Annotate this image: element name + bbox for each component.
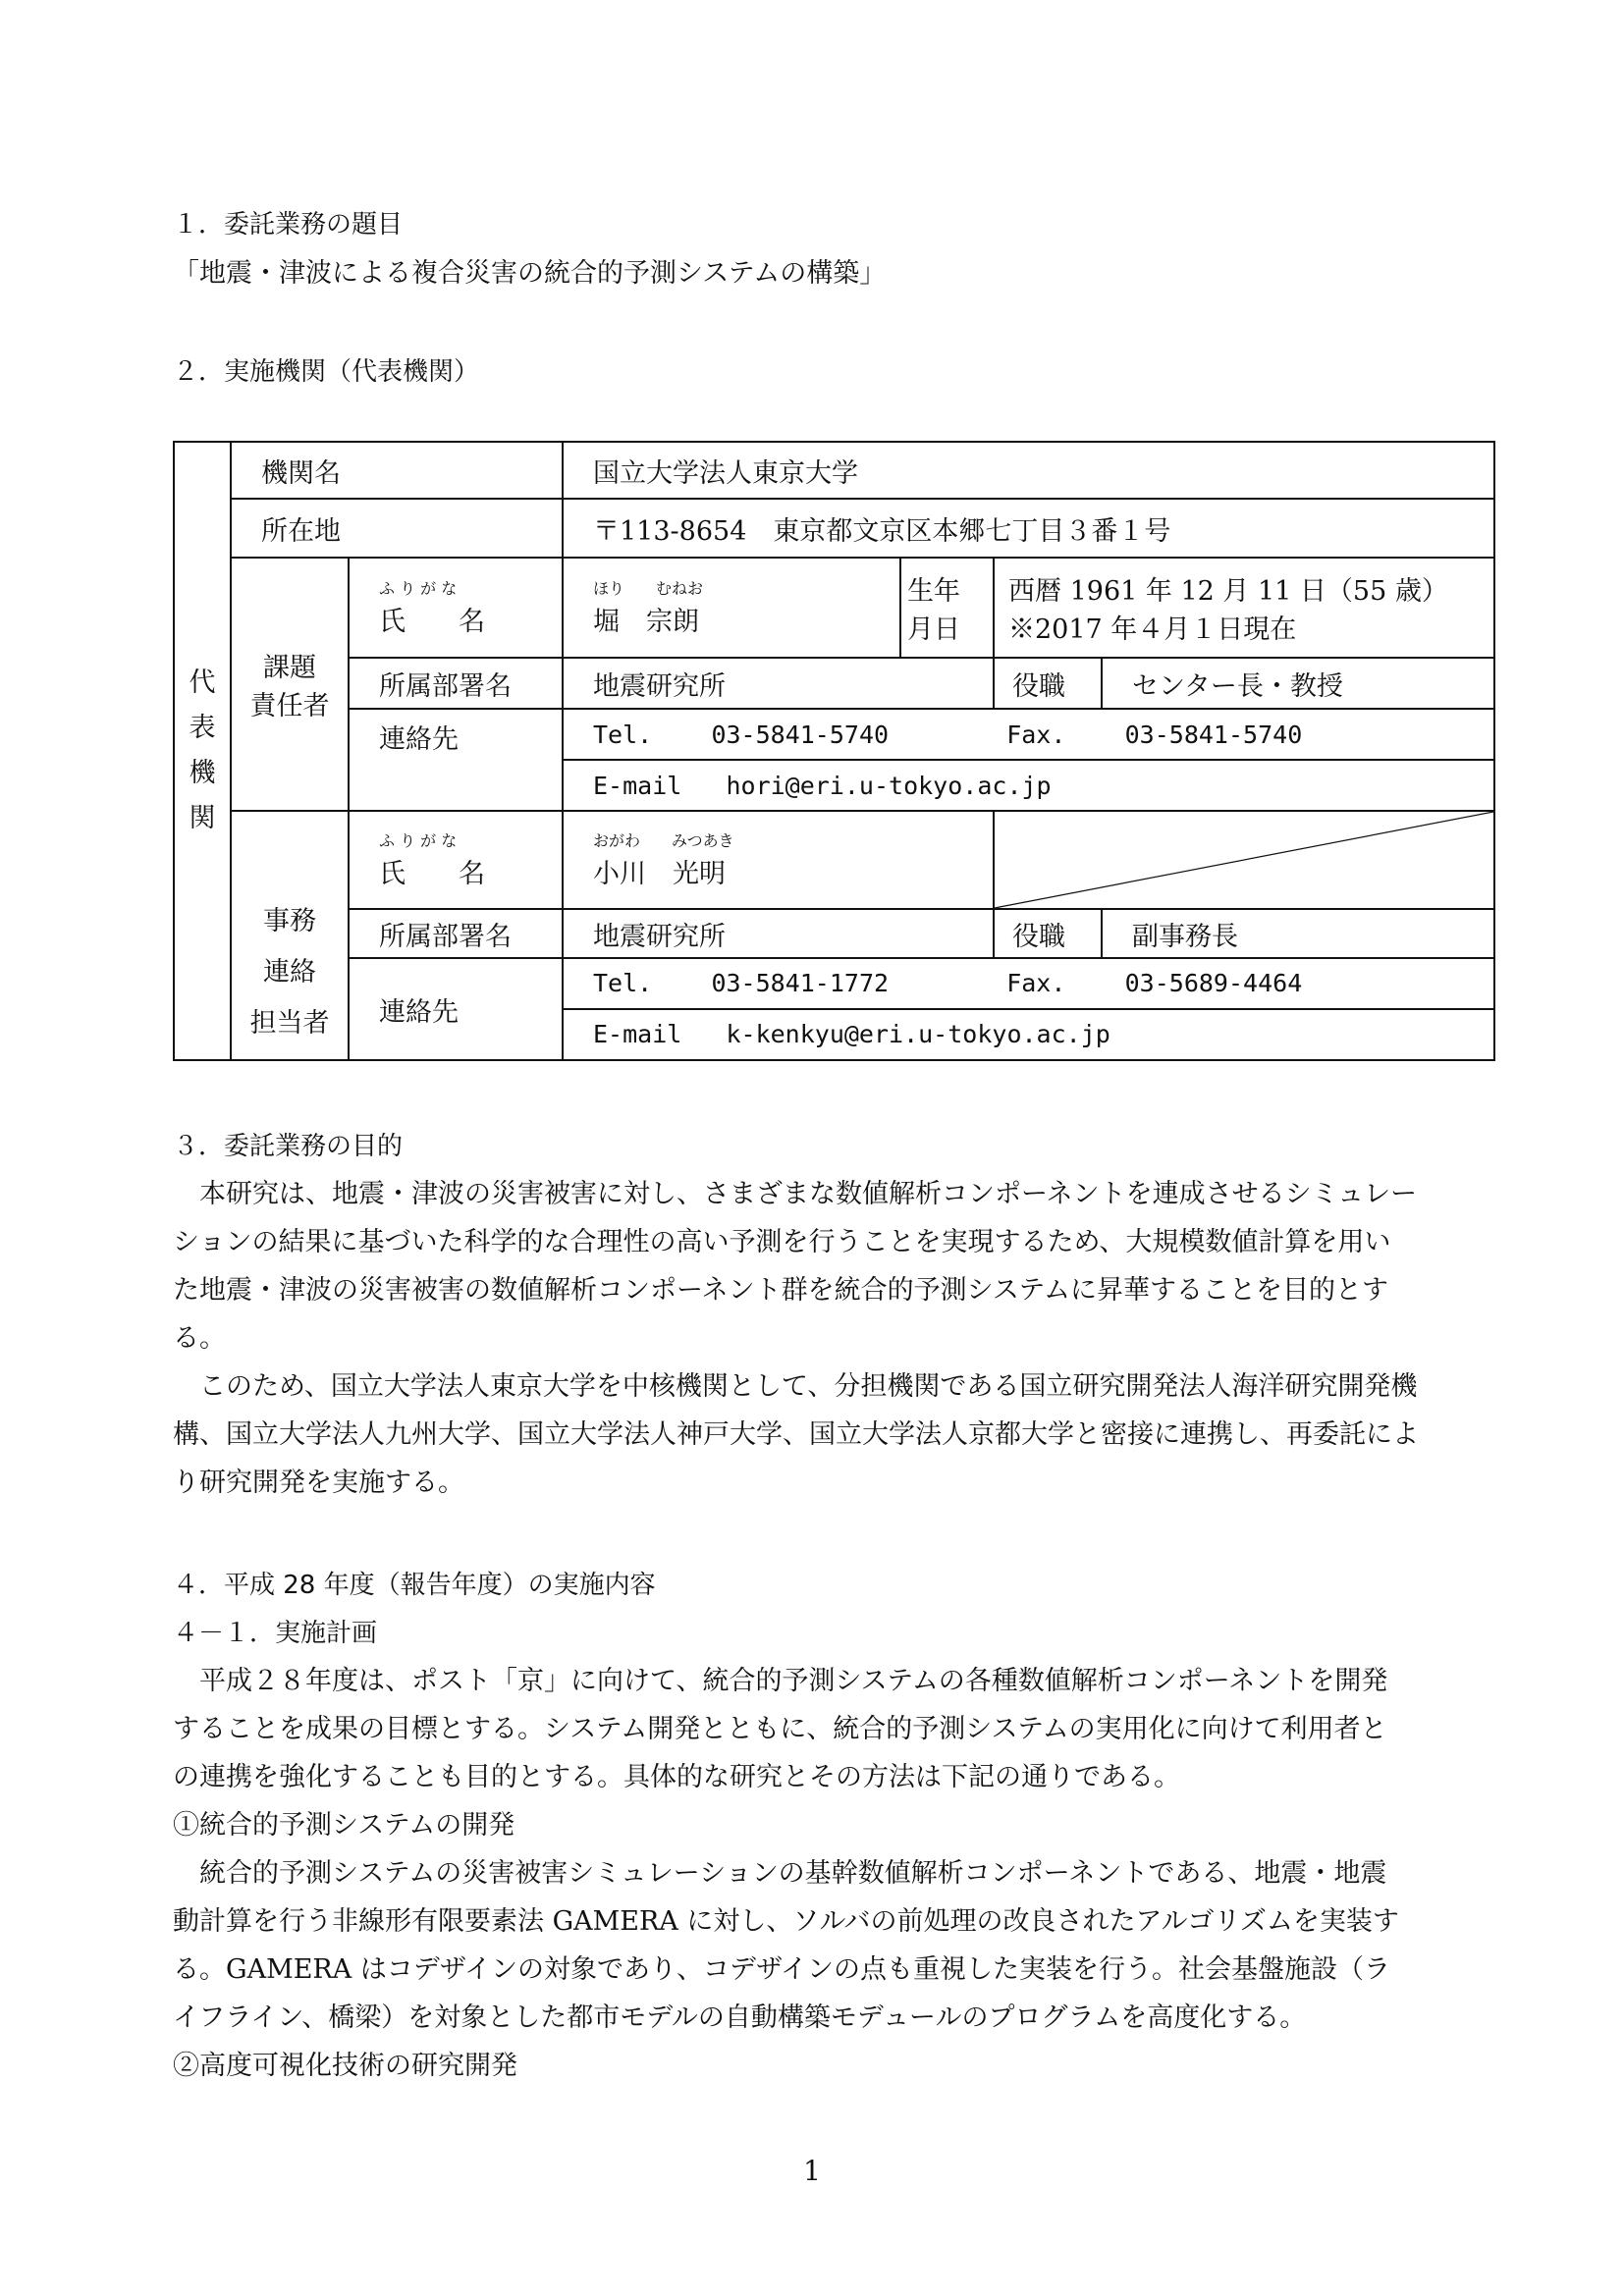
org-name-value: 国立大学法人東京大学 (563, 442, 1494, 499)
s3-p2-line: このため、国立大学法人東京大学を中核機関として、分担機関である国立研究開発法人海洋研究開発機 (199, 1371, 1418, 1402)
fax-label: Fax. (1006, 720, 1066, 749)
section-2-heading: ２．実施機関（代表機関） (173, 357, 480, 387)
item1-line: る。GAMERA はコデザインの対象であり、コデザインの点も重視した実装を行う。社会基盤施設（ラ (173, 1954, 1391, 1985)
furigana-label: ふ り が な (379, 830, 458, 850)
tel-label: Tel. (593, 720, 653, 749)
office-position-value: 副事務長 (1102, 909, 1494, 958)
page-number: 1 (803, 2155, 821, 2187)
office-name-label-cell (349, 811, 563, 909)
group-label-char: 機 (189, 758, 216, 788)
furigana-label: ふ り が な (379, 578, 458, 598)
fax-label: Fax. (1006, 969, 1066, 997)
leader-role-line: 課題 (263, 653, 316, 683)
section-1-heading: １．委託業務の題目 (173, 210, 404, 240)
s3-p1-line: 本研究は、地震・津波の災害被害に対し、さまざまな数値解析コンポーネントを連成させるシミュレー (199, 1179, 1418, 1209)
tel-label: Tel. (593, 969, 653, 997)
office-role-line: 連絡 (263, 957, 316, 988)
diagonal-line (995, 812, 1493, 908)
leader-email (563, 760, 1494, 811)
leader-tel-fax (563, 709, 1494, 760)
group-label-char: 代 (189, 667, 216, 698)
office-role-line: 担当者 (249, 1008, 330, 1039)
fax-value: 03-5689-4464 (1124, 969, 1303, 997)
leader-name: 堀 宗朗 (593, 606, 699, 637)
leader-position-label: 役職 (994, 658, 1102, 709)
office-dept-label: 所属部署名 (349, 909, 563, 958)
office-dept-value: 地震研究所 (563, 909, 994, 958)
leader-position-value: センター長・教授 (1102, 658, 1494, 709)
address-label: 所在地 (231, 499, 563, 558)
dob-value: 西暦 1961 年 12 月 11 日（55 歳） (1008, 576, 1448, 607)
office-role-line: 事務 (263, 906, 316, 936)
name-label: 氏 名 (379, 606, 485, 637)
office-tel-fax (564, 959, 1493, 1010)
dob-value-cell (994, 558, 1494, 658)
dob-label-line: 月日 (907, 614, 960, 645)
item-1-heading: ①統合的予測システムの開発 (173, 1810, 515, 1841)
group-label-char: 関 (189, 803, 216, 833)
dob-note: ※2017 年４月１日現在 (1008, 614, 1297, 645)
item1-line: 動計算を行う非線形有限要素法 GAMERA に対し、ソルバの前処理の改良されたアルゴリズムを実装す (173, 1906, 1399, 1937)
org-name-label: 機関名 (231, 442, 563, 499)
office-name-cell (563, 811, 994, 909)
group-label-char: 表 (189, 713, 216, 743)
item1-line: イフライン、橋梁）を対象とした都市モデルの自動構築モデュールのプログラムを高度化する。 (173, 2002, 1307, 2033)
office-position-label: 役職 (994, 909, 1102, 958)
project-title: 「地震・津波による複合災害の統合的予測システムの構築」 (173, 258, 887, 289)
email-value[interactable]: hori@eri.u-tokyo.ac.jp (726, 771, 1052, 800)
organization-table (173, 441, 1495, 1061)
email-label: E-mail (593, 1020, 682, 1048)
office-contact-cell (563, 958, 1494, 1060)
s3-p2-line: 構、国立大学法人九州大学、国立大学法人神戸大学、国立大学法人京都大学と密接に連携し、再委託によ (173, 1419, 1419, 1450)
section-3-heading: ３．委託業務の目的 (173, 1132, 404, 1161)
office-email (564, 1010, 1493, 1059)
empty-diagonal-cell (994, 811, 1494, 909)
s3-p1-line: ションの結果に基づいた科学的な合理性の高い予測を行うことを実現するため、大規模数値計算を用い (173, 1227, 1391, 1257)
s3-p1-line: る。 (173, 1323, 226, 1354)
name-furigana: おがわ みつあき (593, 830, 734, 850)
fax-value: 03-5841-5740 (1124, 720, 1303, 749)
s41-p1-line: 平成２８年度は、ポスト「京」に向けて、統合的予測システムの各種数値解析コンポーネントを開発 (199, 1666, 1388, 1696)
item-2-heading: ②高度可視化技術の研究開発 (173, 2051, 517, 2081)
email-value[interactable]: k-kenkyu@eri.u-tokyo.ac.jp (726, 1020, 1110, 1048)
leader-dept-label: 所属部署名 (349, 658, 563, 709)
section-4-1-heading: ４－１．実施計画 (173, 1619, 378, 1648)
group-label-cell (174, 442, 231, 1060)
office-contact-label: 連絡先 (349, 958, 563, 1060)
tel-value: 03-5841-5740 (711, 720, 890, 749)
s3-p2-line: り研究開発を実施する。 (173, 1468, 464, 1498)
section-4-heading: ４．平成 28 年度（報告年度）の実施内容 (173, 1571, 656, 1600)
leader-name-label-cell (349, 558, 563, 658)
office-role-label (231, 811, 349, 1060)
leader-name-cell (563, 558, 900, 658)
s41-p1-line: することを成果の目標とする。システム開発とともに、統合的予測システムの実用化に向けて利用者と (173, 1714, 1387, 1744)
leader-dept-value: 地震研究所 (563, 658, 994, 709)
s41-p1-line: の連携を強化することも目的とする。具体的な研究とその方法は下記の通りである。 (173, 1762, 1180, 1792)
name-furigana: ほり むねお (593, 578, 704, 598)
leader-role-label (231, 558, 349, 811)
email-label: E-mail (593, 771, 682, 800)
address-value: 〒113-8654 東京都文京区本郷七丁目３番１号 (563, 499, 1494, 558)
leader-contact-label: 連絡先 (349, 709, 563, 811)
item1-line: 統合的予測システムの災害被害シミュレーションの基幹数値解析コンポーネントである、地震・地震 (199, 1858, 1387, 1889)
dob-label (900, 558, 994, 658)
s3-p1-line: た地震・津波の災害被害の数値解析コンポーネント群を統合的予測システムに昇華することを目的とす (173, 1275, 1388, 1306)
office-name: 小川 光明 (593, 858, 726, 889)
leader-role-line: 責任者 (249, 691, 330, 721)
dob-label-line: 生年 (907, 576, 960, 607)
name-label: 氏 名 (379, 858, 485, 889)
tel-value: 03-5841-1772 (711, 969, 890, 997)
